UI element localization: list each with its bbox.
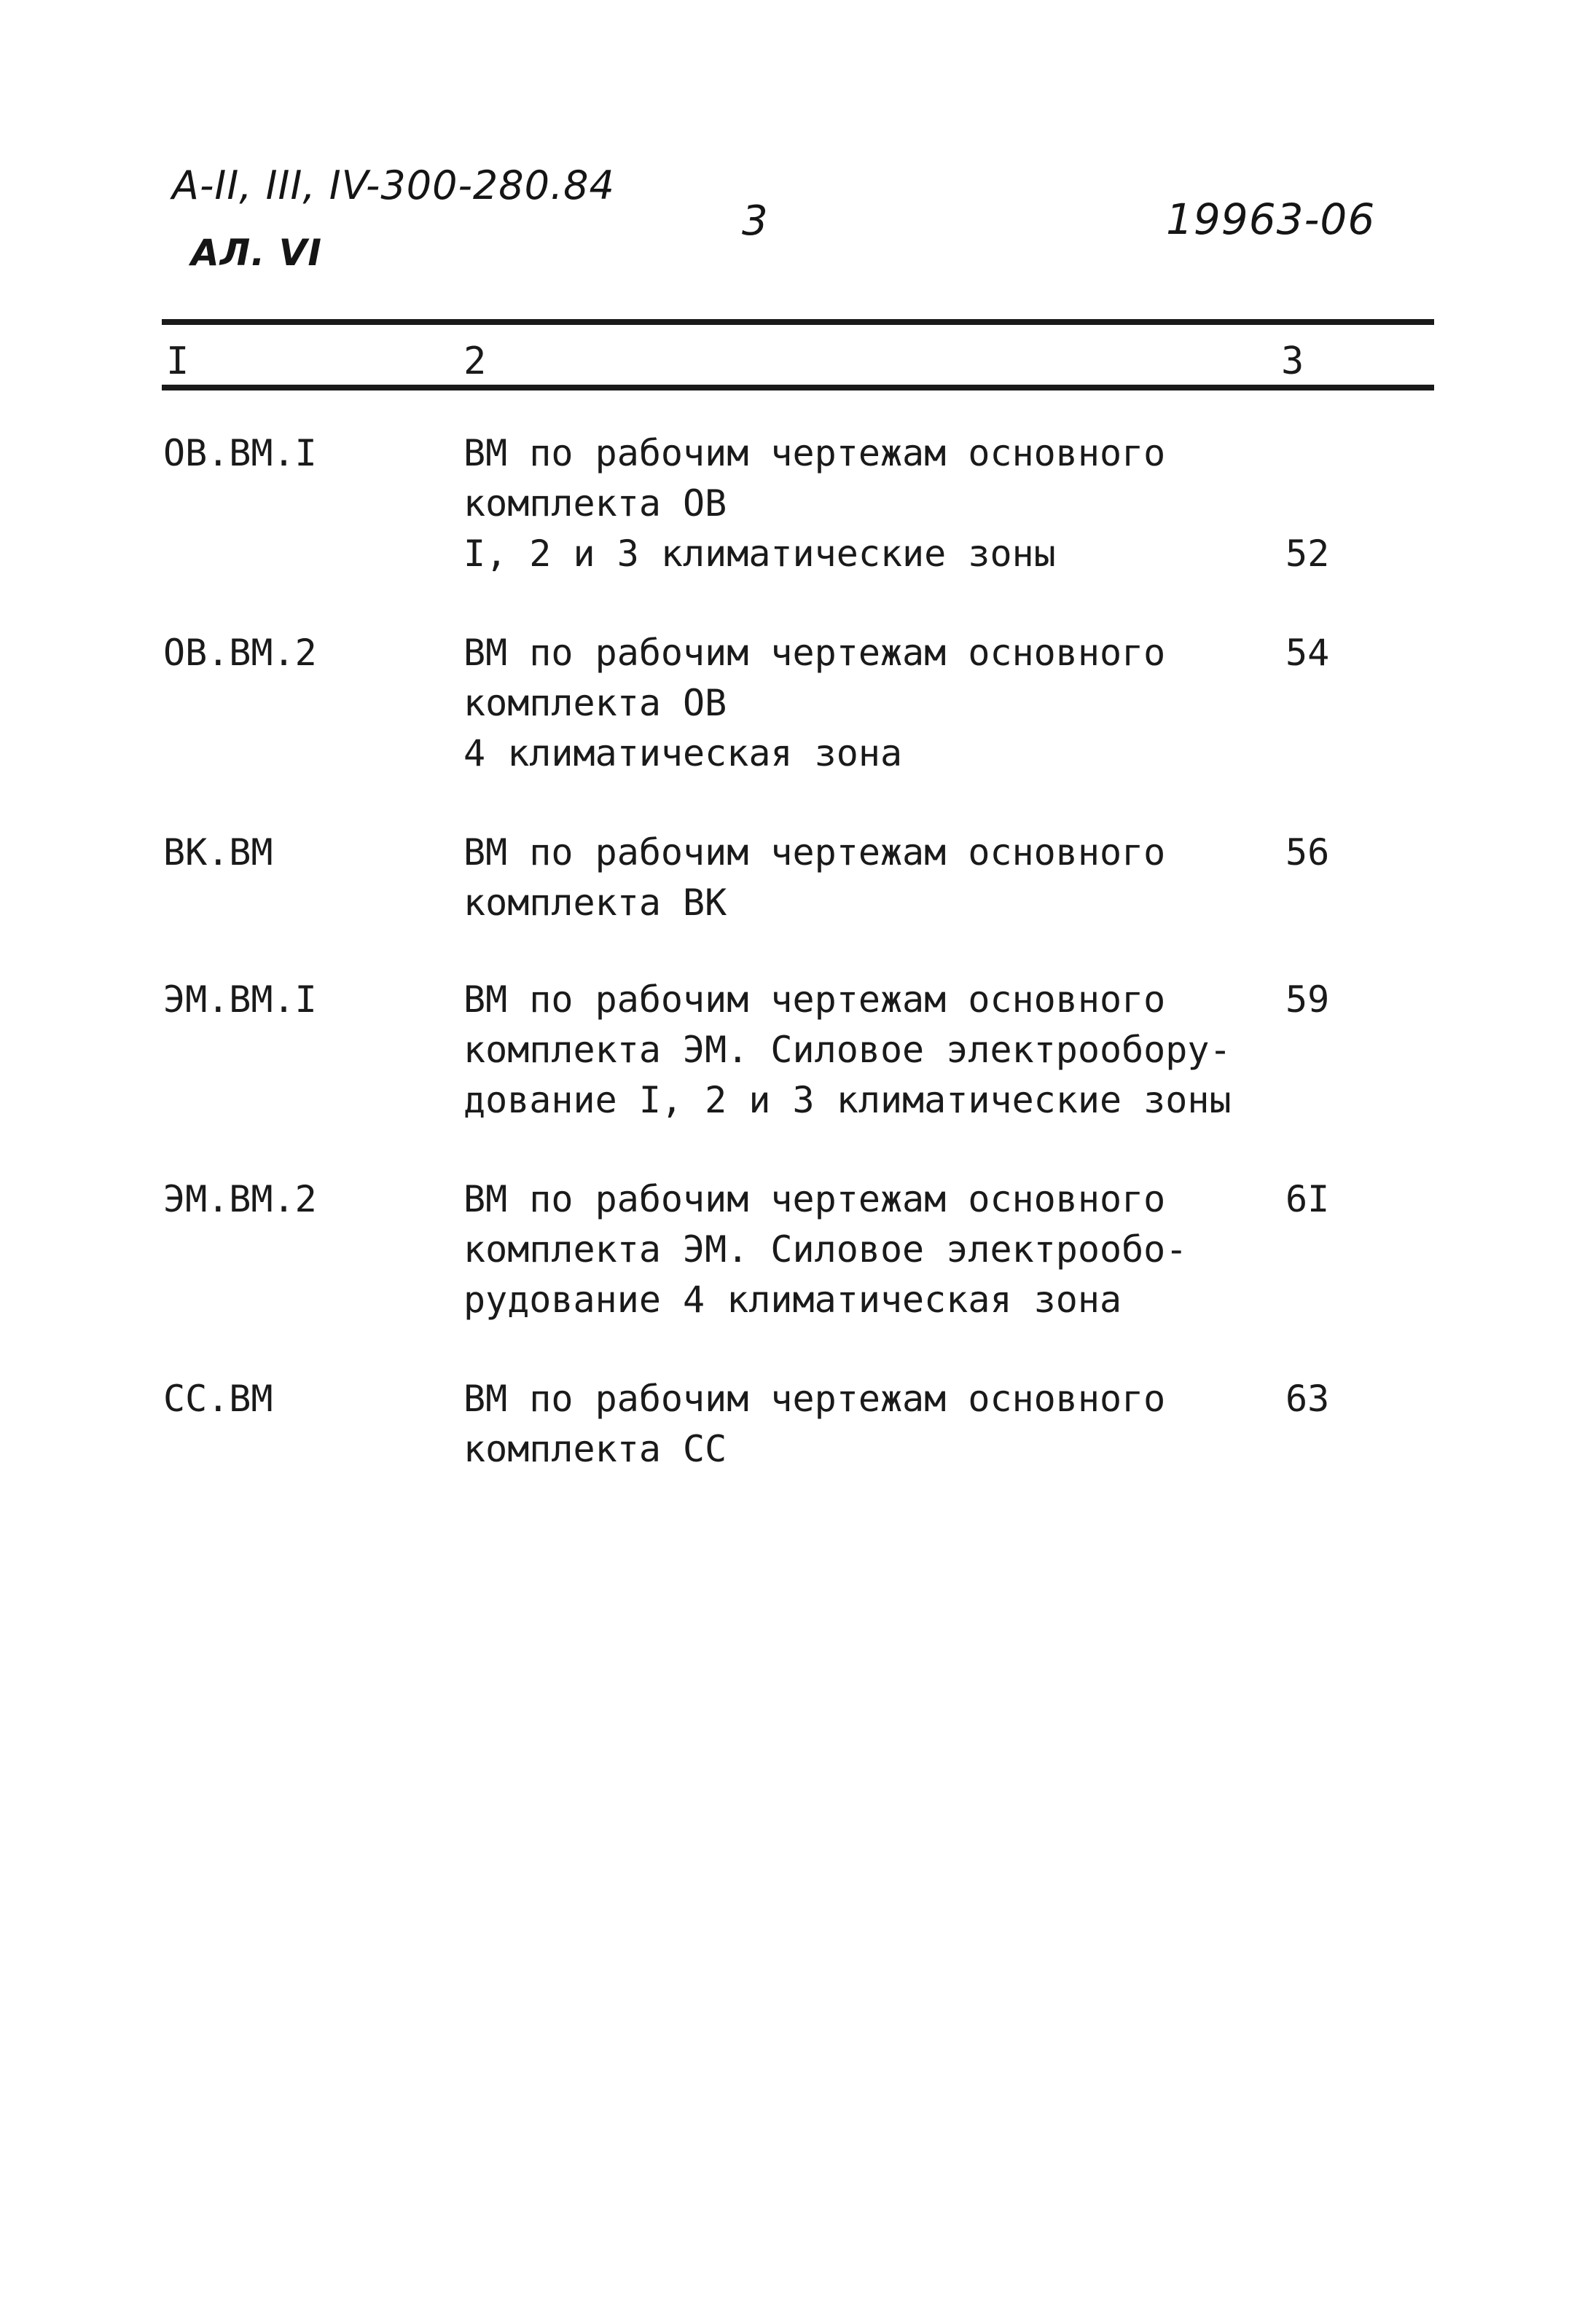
row-page: 63 (1285, 1378, 1330, 1420)
row-description-line: комплекта ЭМ. Силовое электрообору- (463, 1029, 1232, 1071)
row-page: 59 (1285, 978, 1330, 1021)
row-code: ЭМ.ВМ.2 (163, 1178, 317, 1220)
document-code: А-II, III, IV-300-280.84 (172, 162, 615, 208)
row-description (463, 628, 1258, 779)
row-description (463, 1174, 1258, 1325)
row-description (463, 1374, 1258, 1475)
column-header-1: I (166, 339, 189, 383)
row-description-line: комплекта ВК (463, 882, 727, 924)
row-code: СС.ВМ (163, 1378, 273, 1420)
row-description (463, 975, 1258, 1126)
row-code: ОВ.ВМ.I (163, 432, 317, 474)
row-description-line: ВМ по рабочим чертежам основного (463, 432, 1166, 474)
row-code: ЭМ.ВМ.I (163, 978, 317, 1021)
column-header-3: 3 (1281, 339, 1304, 383)
row-description-line: ВМ по рабочим чертежам основного (463, 1378, 1166, 1420)
row-page: 6I (1285, 1178, 1330, 1220)
row-code: ВК.ВМ (163, 831, 273, 874)
row-description-line: ВМ по рабочим чертежам основного (463, 978, 1166, 1021)
row-description-line: комплекта ЭМ. Силовое электрообо- (463, 1228, 1188, 1271)
row-page: 52 (1285, 533, 1330, 575)
archive-number: 19963-06 (1166, 195, 1376, 244)
document-code-line2: АЛ. VI (191, 232, 322, 274)
row-page: 54 (1285, 632, 1330, 674)
row-description (463, 828, 1258, 928)
column-header-2: 2 (463, 339, 487, 383)
row-description (463, 428, 1258, 579)
table-top-rule (162, 319, 1434, 325)
row-description-line: 4 климатическая зона (463, 732, 903, 774)
row-description-line: ВМ по рабочим чертежам основного (463, 1178, 1166, 1220)
table-header-rule (162, 385, 1434, 390)
row-description-line: I, 2 и 3 климатические зоны (463, 533, 1056, 575)
row-description-line: ВМ по рабочим чертежам основного (463, 632, 1166, 674)
row-description-line: ВМ по рабочим чертежам основного (463, 831, 1166, 874)
row-description-line: дование I, 2 и 3 климатические зоны (463, 1079, 1232, 1121)
page-number: 3 (742, 197, 769, 245)
row-page: 56 (1285, 831, 1330, 874)
row-description-line: комплекта ОВ (463, 682, 727, 724)
row-description-line: комплекта СС (463, 1428, 727, 1470)
row-description-line: комплекта ОВ (463, 482, 727, 525)
row-description-line: рудование 4 климатическая зона (463, 1279, 1122, 1321)
row-code: ОВ.ВМ.2 (163, 632, 317, 674)
